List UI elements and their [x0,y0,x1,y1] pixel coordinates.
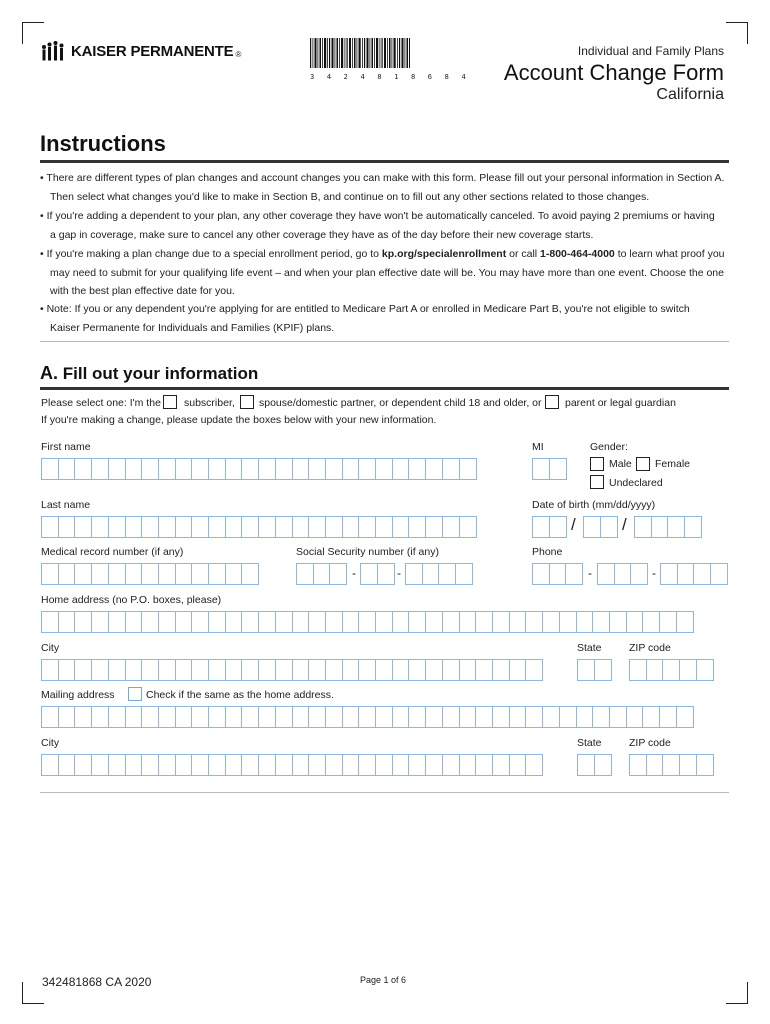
crop-mark-top-right [726,22,748,44]
state-boxes[interactable] [577,659,612,681]
male-checkbox[interactable] [590,457,604,471]
update-note: If you're making a change, please update the boxes below with your new information. [41,414,437,426]
dob-slash-1: / [571,515,576,534]
phone-dash-1: - [588,566,592,580]
section-a-title: Fill out your information [62,364,259,383]
barcode-graphic [310,38,410,68]
phone-line-boxes[interactable] [660,563,728,585]
bullet-3-text-a: • If you're making a plan change due to a special enrollment period, go to [40,248,382,260]
mailing-address-boxes[interactable] [41,706,694,728]
mailing-address-label: Mailing address [41,689,115,701]
female-checkbox[interactable] [636,457,650,471]
female-label: Female [655,458,691,470]
form-title: Account Change Form [503,60,724,85]
ssn-dash-1: - [352,566,356,580]
ssn-dash-2: - [397,566,401,580]
dob-year-boxes[interactable] [634,516,702,538]
bullet-2-line-1: • If you're adding a dependent to your plan, any other coverage they have won't be automatically canceled. To avoid paying 2 premiums or having [40,210,715,222]
dob-month-boxes[interactable] [532,516,567,538]
first-name-label: First name [41,441,91,453]
city-boxes[interactable] [41,659,543,681]
bullet-3-line-1 [40,245,730,264]
bullet-1-line-2: Then select what changes you'd like to make in Section B, and continue on to fill out any other sections related to those changes. [50,190,650,203]
bullet-4-line-1: • Note: If you or any dependent you're applying for are entitled to Medicare Part A or enrolled in Medicare Part B, you're not eligible to switch [40,303,690,315]
instruction-bullet-2 [40,207,730,244]
mi-label: MI [532,441,544,453]
phone-prefix-boxes[interactable] [597,563,648,585]
phone-area-boxes[interactable] [532,563,583,585]
page-number: Page 1 of 6 [360,975,407,985]
instruction-bullet-1 [40,169,730,206]
mailing-state-label: State [577,737,602,749]
state-label: State [577,642,602,654]
dob-slash-2: / [622,515,627,534]
ssn-group-boxes[interactable] [360,563,395,585]
bullet-3-line-3: with the best plan effective date for you. [50,285,235,297]
mailing-zip-boxes[interactable] [629,754,714,776]
dob-label: Date of birth (mm/dd/yyyy) [532,499,656,511]
crop-mark-bottom-right [726,982,748,1004]
ssn-area-boxes[interactable] [296,563,347,585]
subscriber-label: subscriber, [184,397,235,409]
instructions-heading: Instructions [40,131,166,156]
section-a-divider [40,792,729,793]
form-id: 342481868 CA 2020 [42,975,152,989]
ssn-label: Social Security number (if any) [296,546,439,558]
home-address-label: Home address (no P.O. boxes, please) [41,594,222,606]
special-enrollment-link[interactable]: kp.org/specialenrollment [381,248,507,260]
gender-label: Gender: [590,441,628,453]
last-name-label: Last name [41,499,91,511]
kaiser-people-icon [40,40,66,62]
phone-label: Phone [532,546,563,558]
undeclared-checkbox[interactable] [590,475,604,489]
first-name-boxes[interactable] [41,458,477,480]
instruction-bullet-4 [40,300,730,337]
last-name-boxes[interactable] [41,516,477,538]
form-state: California [656,86,724,103]
dob-day-boxes[interactable] [583,516,618,538]
home-address-boxes[interactable] [41,611,694,633]
instructions-divider [40,341,729,342]
header-subtitle: Individual and Family Plans [577,44,724,58]
same-as-home-checkbox[interactable] [128,687,142,701]
barcode-digits: 3 4 2 4 8 1 8 6 8 4 [310,73,470,81]
bullet-3-text-c: to learn what proof you [614,248,725,260]
mailing-city-boxes[interactable] [41,754,543,776]
bullet-1-line-1: • There are different types of plan changes and account changes you can make with this form. Please fill out your personal information in Section A. [40,172,725,184]
mrn-boxes[interactable] [41,563,259,585]
zip-label: ZIP code [629,642,671,654]
mi-boxes[interactable] [532,458,567,480]
mailing-state-boxes[interactable] [577,754,612,776]
parent-guardian-label: parent or legal guardian [565,397,676,409]
mrn-label: Medical record number (if any) [41,546,184,558]
ssn-serial-boxes[interactable] [405,563,473,585]
city-label: City [41,642,60,654]
instructions-rule [40,160,729,163]
spouse-dependent-label: spouse/domestic partner, or dependent child 18 and older, or [259,397,542,409]
bullet-4-line-2: Kaiser Permanente for Individuals and Families (KPIF) plans. [50,321,335,334]
phone-dash-2: - [652,566,656,580]
bullet-3-text-b: or call [506,248,541,260]
mailing-city-label: City [41,737,60,749]
crop-mark-bottom-left [22,982,44,1004]
phone-number: 1-800-464-4000 [540,248,615,260]
logo-wordmark: KAISER PERMANENTE [71,42,234,60]
subscriber-checkbox[interactable] [163,395,177,409]
spouse-dependent-checkbox[interactable] [240,395,254,409]
registered-mark: ® [235,49,242,59]
same-as-home-label: Check if the same as the home address. [146,689,334,701]
bullet-3-line-2: may need to submit for your qualifying life event – and when your plan effective date will be. You may have more than one event. Choose the one [50,266,724,279]
select-one-prompt: Please select one: I'm the [41,397,161,409]
mailing-zip-label: ZIP code [629,737,671,749]
section-a-heading [40,363,258,384]
section-a-rule [40,387,729,390]
male-label: Male [609,458,632,470]
undeclared-label: Undeclared [609,477,663,489]
parent-guardian-checkbox[interactable] [545,395,559,409]
bullet-2-line-2: a gap in coverage, make sure to cancel any other coverage they have as of the day before their new coverage starts. [50,228,594,241]
zip-boxes[interactable] [629,659,714,681]
kaiser-logo [40,40,241,62]
barcode [310,38,470,81]
instruction-bullet-3 [40,245,730,301]
section-a-letter: A. [40,363,58,383]
